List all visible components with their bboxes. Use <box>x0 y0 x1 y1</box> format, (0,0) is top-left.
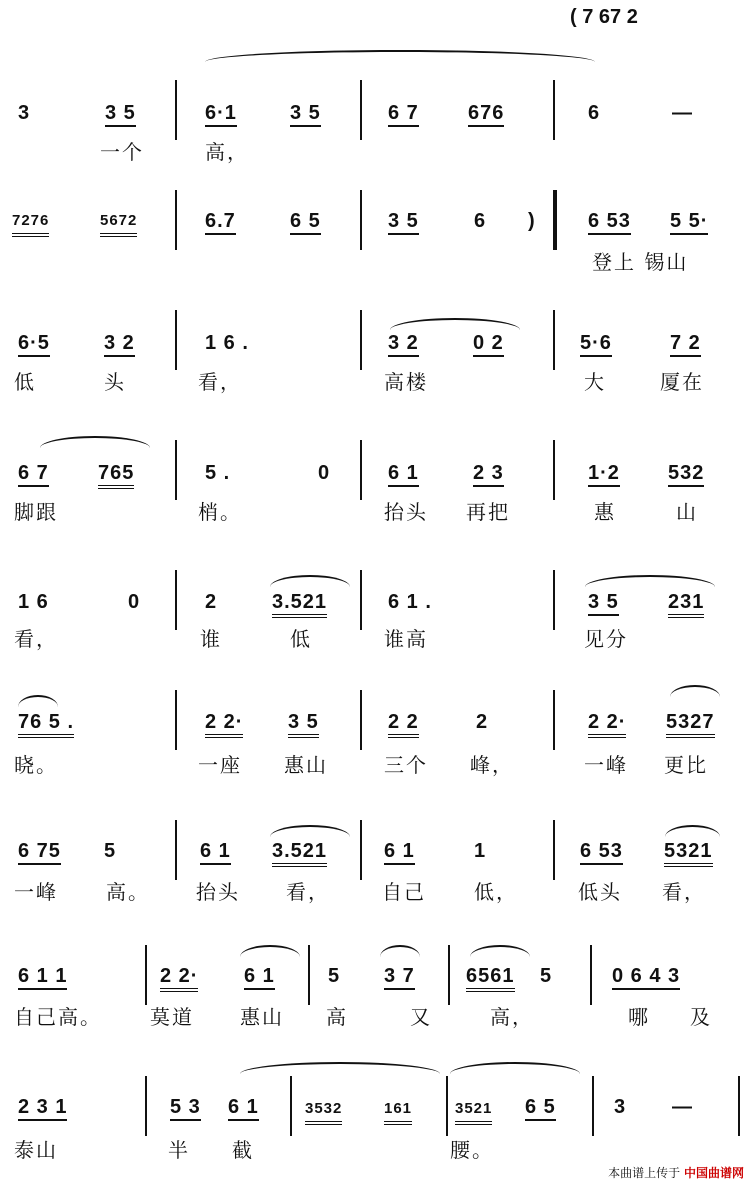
barline <box>553 570 555 630</box>
barline <box>446 1076 448 1136</box>
note: 3532 <box>305 1098 342 1125</box>
lyric: 半 <box>168 1138 190 1162</box>
lyric: 看， <box>14 627 58 651</box>
lyric: 一峰 <box>14 880 58 904</box>
note: 2 <box>205 591 218 613</box>
lyric: 看， <box>286 880 330 904</box>
barline <box>360 690 362 750</box>
note: 6·5 <box>18 332 50 357</box>
lyric: 及 <box>690 1005 712 1029</box>
dash: — <box>672 102 693 124</box>
note: 6 7 <box>18 462 49 487</box>
slur <box>585 575 715 587</box>
barline <box>145 945 147 1005</box>
note: 0 <box>318 462 331 484</box>
note: 532 <box>668 462 704 487</box>
lyric: 又 <box>410 1005 432 1029</box>
barline <box>360 820 362 880</box>
lyric: 抬头 <box>384 500 428 524</box>
slur <box>270 575 350 587</box>
note: 1 6 <box>18 591 49 613</box>
lyric: 自己 <box>382 880 426 904</box>
barline <box>738 1076 740 1136</box>
slur <box>450 1062 580 1074</box>
note: 2 3 <box>473 462 504 487</box>
note: 3 5 <box>288 711 319 738</box>
note: 5 . <box>205 462 231 484</box>
note: 3 2 <box>104 332 135 357</box>
lyric: 一个 <box>100 140 144 164</box>
note: 2 <box>476 711 489 733</box>
system-7 <box>0 790 750 910</box>
lyric: 低 <box>290 627 312 651</box>
note: 5 <box>540 965 553 987</box>
note: 1·2 <box>588 462 620 487</box>
note: 6 53 <box>588 210 631 235</box>
lyric: 头 <box>104 370 126 394</box>
bracket: ) <box>528 210 536 232</box>
note: 5 5· <box>670 210 708 235</box>
barline <box>175 690 177 750</box>
lyric: 看， <box>198 370 242 394</box>
credit-site[interactable]: 中国曲谱网 <box>683 1166 744 1180</box>
slur <box>18 695 58 707</box>
note: 6 1 1 <box>18 965 67 990</box>
note: 6 1 <box>384 840 415 865</box>
note: 5327 <box>666 711 715 738</box>
lyric: 高， <box>490 1005 534 1029</box>
note: 2 2· <box>588 711 626 738</box>
slur <box>670 685 720 697</box>
dash: — <box>672 1096 693 1118</box>
system-5 <box>0 545 750 665</box>
note: 2 2· <box>205 711 243 738</box>
system-9 <box>0 1040 750 1160</box>
lyric: 大 <box>584 370 606 394</box>
note: 0 2 <box>473 332 504 357</box>
barline <box>175 190 177 250</box>
barline <box>175 820 177 880</box>
lyric: 哪 <box>628 1005 650 1029</box>
note: 6 7 <box>388 102 419 127</box>
lyric: 山 <box>676 500 698 524</box>
note: 5 <box>104 840 117 862</box>
barline <box>145 1076 147 1136</box>
note: 3 5 <box>290 102 321 127</box>
lyric: 再把 <box>466 500 510 524</box>
lyric: 峰， <box>470 753 514 777</box>
slur <box>40 436 150 448</box>
lyric: 一座 <box>198 753 242 777</box>
system-1 <box>0 60 750 180</box>
barline <box>175 80 177 140</box>
note: 3 5 <box>588 591 619 616</box>
lyric: 腰。 <box>450 1138 494 1162</box>
note: 765 <box>98 462 134 489</box>
note: 676 <box>468 102 504 127</box>
note: 3 <box>18 102 31 124</box>
lyric: 更比 <box>664 753 708 777</box>
note: 5 3 <box>170 1096 201 1121</box>
lyric: 高楼 <box>384 370 428 394</box>
note: 5·6 <box>580 332 612 357</box>
system-8 <box>0 915 750 1035</box>
note: 5 <box>328 965 341 987</box>
lyric: 截 <box>232 1138 254 1162</box>
lyric: 三个 <box>384 753 428 777</box>
barline <box>175 440 177 500</box>
lyric: 谁高 <box>384 627 428 651</box>
note: 6·1 <box>205 102 237 127</box>
note: 2 2 <box>388 711 419 738</box>
note: 5321 <box>664 840 713 867</box>
slur <box>270 825 350 837</box>
note: 161 <box>384 1098 412 1125</box>
note: 3 7 <box>384 965 415 990</box>
lyric: 惠山 <box>240 1005 284 1029</box>
barline <box>360 440 362 500</box>
note: 6 1 . <box>388 591 432 613</box>
barline <box>553 690 555 750</box>
lyric: 脚跟 <box>14 500 58 524</box>
note: 3.521 <box>272 591 327 618</box>
note: 6 1 <box>228 1096 259 1121</box>
note: 3 5 <box>388 210 419 235</box>
barline <box>290 1076 292 1136</box>
system-2 <box>0 180 750 300</box>
lyric: 自己高。 <box>14 1005 102 1029</box>
lyric: 低， <box>474 880 518 904</box>
barline <box>175 570 177 630</box>
slur <box>380 945 420 957</box>
system-3 <box>0 300 750 420</box>
barline <box>360 570 362 630</box>
note: 6 1 <box>388 462 419 487</box>
barline <box>553 80 555 140</box>
note: 7 2 <box>670 332 701 357</box>
lyric: 低头 <box>578 880 622 904</box>
lyric: 惠 <box>594 500 616 524</box>
note: 6561 <box>466 965 515 992</box>
lyric: 莫道 <box>150 1005 194 1029</box>
note: 5672 <box>100 210 137 237</box>
lyric: 谁 <box>200 627 222 651</box>
lyric: 见分 <box>584 627 628 651</box>
note: 3.521 <box>272 840 327 867</box>
barline <box>590 945 592 1005</box>
lyric: 看， <box>662 880 706 904</box>
intro-notes: ( 7 67 2 <box>570 6 638 28</box>
lyric: 泰山 <box>14 1138 58 1162</box>
note: 76 5 . <box>18 711 74 738</box>
barline <box>360 190 362 250</box>
note: 7276 <box>12 210 49 237</box>
barline <box>308 945 310 1005</box>
lyric: 高 <box>326 1005 348 1029</box>
slur <box>665 825 720 837</box>
note: 1 6 . <box>205 332 249 354</box>
note: 0 <box>128 591 141 613</box>
note: 231 <box>668 591 704 618</box>
note: 0 6 4 3 <box>612 965 680 990</box>
note: 6 <box>474 210 487 232</box>
note: 6 75 <box>18 840 61 865</box>
note: 2 2· <box>160 965 198 992</box>
lyric: 抬头 <box>196 880 240 904</box>
barline <box>360 310 362 370</box>
barline <box>553 190 557 250</box>
lyric: 登上 锡山 <box>592 250 689 274</box>
barline <box>175 310 177 370</box>
note: 6 5 <box>525 1096 556 1121</box>
lyric: 低 <box>14 370 36 394</box>
note: 6.7 <box>205 210 236 235</box>
slur <box>390 318 520 330</box>
note: 6 53 <box>580 840 623 865</box>
barline <box>553 310 555 370</box>
slur <box>240 945 300 957</box>
phrase-slur <box>205 50 595 62</box>
note: 6 1 <box>244 965 275 990</box>
lyric: 高。 <box>106 880 150 904</box>
note: 3 5 <box>105 102 136 127</box>
barline <box>592 1076 594 1136</box>
barline <box>360 80 362 140</box>
lyric: 惠山 <box>284 753 328 777</box>
credit-prefix: 本曲谱上传于 <box>608 1166 681 1180</box>
note: 6 1 <box>200 840 231 865</box>
lyric: 一峰 <box>584 753 628 777</box>
lyric: 厦在 <box>660 370 704 394</box>
note: 6 <box>588 102 601 124</box>
note: 3 <box>614 1096 627 1118</box>
note: 3 2 <box>388 332 419 357</box>
slur <box>470 945 530 957</box>
barline <box>448 945 450 1005</box>
note: 1 <box>474 840 487 862</box>
lyric: 高， <box>205 140 249 164</box>
note: 6 5 <box>290 210 321 235</box>
system-4 <box>0 420 750 540</box>
lyric: 晓。 <box>14 753 58 777</box>
system-6 <box>0 665 750 785</box>
barline <box>553 820 555 880</box>
barline <box>553 440 555 500</box>
note: 3521 <box>455 1098 492 1125</box>
note: 2 3 1 <box>18 1096 67 1121</box>
slur <box>240 1062 440 1074</box>
lyric: 梢。 <box>198 500 242 524</box>
source-credit <box>608 1164 744 1181</box>
